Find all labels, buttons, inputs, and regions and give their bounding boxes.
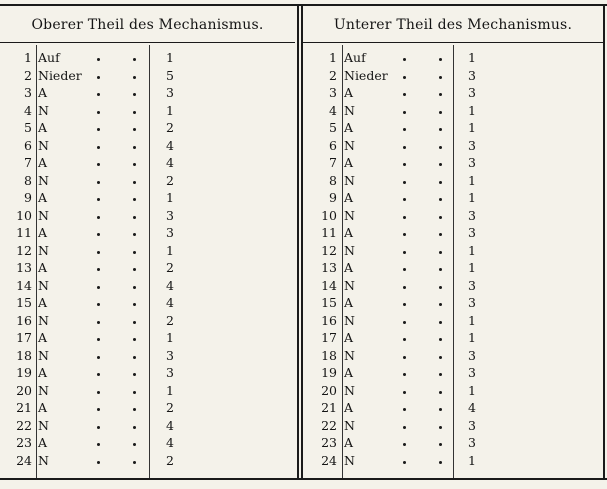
row-number: 23 — [16, 435, 32, 450]
row-direction: N — [38, 242, 49, 258]
leader-dot — [439, 76, 442, 79]
leader-dot — [97, 198, 100, 201]
row-direction: A — [38, 400, 48, 415]
row-direction: A — [344, 400, 354, 415]
leader-dot — [133, 268, 136, 271]
row-value: 1 — [166, 330, 174, 345]
table-row — [0, 417, 295, 435]
row-number: 19 — [16, 365, 32, 380]
table-row — [0, 294, 295, 312]
leader-dot — [403, 251, 406, 254]
row-value: 1 — [468, 242, 476, 258]
row-value: 1 — [468, 50, 476, 65]
row-direction: A — [344, 155, 354, 170]
row-value: 1 — [468, 260, 476, 275]
row-value: 1 — [166, 382, 174, 398]
leader-dot — [439, 181, 442, 184]
leader-dot — [97, 338, 100, 341]
leader-dot — [403, 426, 406, 429]
row-number: 7 — [329, 155, 337, 170]
row-direction: N — [38, 277, 49, 293]
row-value: 4 — [166, 277, 174, 293]
table-row — [303, 242, 603, 260]
table-row — [303, 382, 603, 400]
row-direction: N — [344, 417, 355, 433]
row-number: 23 — [321, 435, 337, 450]
row-direction: A — [344, 190, 354, 205]
leader-dot — [439, 268, 442, 271]
row-value: 3 — [468, 137, 476, 153]
leader-dot — [133, 111, 136, 114]
row-direction: Nieder — [38, 67, 82, 83]
row-number: 19 — [321, 365, 337, 380]
row-number: 11 — [321, 225, 337, 240]
table-row — [303, 154, 603, 172]
leader-dot — [133, 216, 136, 219]
leader-dot — [439, 146, 442, 149]
row-number: 4 — [329, 102, 337, 118]
row-number: 9 — [329, 190, 337, 205]
table-title: Oberer Theil des Mechanismus. — [31, 17, 264, 33]
row-number: 22 — [16, 417, 32, 433]
leader-dot — [133, 146, 136, 149]
row-number: 5 — [329, 120, 337, 135]
leader-dot — [403, 198, 406, 201]
row-direction: N — [38, 172, 49, 188]
table-row — [303, 277, 603, 295]
leader-dot — [97, 216, 100, 219]
row-number: 13 — [16, 260, 32, 275]
row-number: 1 — [24, 50, 32, 65]
row-value: 1 — [166, 242, 174, 258]
row-direction: A — [344, 120, 354, 135]
leader-dot — [403, 321, 406, 324]
table-row — [303, 172, 603, 190]
row-value: 3 — [468, 295, 476, 310]
leader-dot — [439, 443, 442, 446]
row-direction: N — [38, 417, 49, 433]
row-number: 17 — [321, 330, 337, 345]
row-number: 21 — [321, 400, 337, 415]
row-number: 13 — [321, 260, 337, 275]
leader-dot — [403, 303, 406, 306]
row-direction: A — [38, 190, 48, 205]
upper-mechanism-table — [0, 6, 295, 478]
leader-dot — [403, 233, 406, 236]
leader-dot — [439, 163, 442, 166]
table-body — [303, 49, 603, 469]
row-direction: N — [344, 452, 355, 468]
row-direction: N — [344, 137, 355, 153]
leader-dot — [403, 58, 406, 61]
header-rule — [0, 42, 295, 43]
row-number: 14 — [16, 277, 32, 293]
row-value: 3 — [468, 347, 476, 363]
table-row — [0, 399, 295, 417]
leader-dot — [97, 443, 100, 446]
row-value: 2 — [166, 452, 174, 468]
row-number: 9 — [24, 190, 32, 205]
row-number: 7 — [24, 155, 32, 170]
table-row — [0, 277, 295, 295]
leader-dot — [97, 58, 100, 61]
leader-dot — [133, 76, 136, 79]
row-direction: A — [38, 260, 48, 275]
leader-dot — [403, 268, 406, 271]
row-direction: A — [344, 365, 354, 380]
leader-dot — [97, 233, 100, 236]
row-number: 2 — [24, 67, 32, 83]
leader-dot — [403, 356, 406, 359]
leader-dot — [439, 58, 442, 61]
table-row — [0, 259, 295, 277]
leader-dot — [133, 163, 136, 166]
table-row — [0, 207, 295, 225]
row-direction: N — [344, 347, 355, 363]
row-value: 3 — [166, 225, 174, 240]
row-value: 4 — [166, 137, 174, 153]
leader-dot — [97, 286, 100, 289]
row-number: 5 — [24, 120, 32, 135]
leader-dot — [133, 58, 136, 61]
leader-dot — [133, 408, 136, 411]
table-body — [0, 49, 295, 469]
table-row — [303, 102, 603, 120]
leader-dot — [403, 408, 406, 411]
leader-dot — [133, 128, 136, 131]
table-row — [0, 119, 295, 137]
row-direction: A — [38, 365, 48, 380]
row-value: 1 — [468, 120, 476, 135]
row-direction: N — [38, 312, 49, 328]
leader-dot — [403, 391, 406, 394]
leader-dot — [403, 128, 406, 131]
table-row — [303, 119, 603, 137]
leader-dot — [439, 321, 442, 324]
row-value: 2 — [166, 400, 174, 415]
row-number: 16 — [16, 312, 32, 328]
table-row — [303, 347, 603, 365]
leader-dot — [439, 251, 442, 254]
leader-dot — [439, 111, 442, 114]
table-row — [0, 434, 295, 452]
row-value: 4 — [166, 435, 174, 450]
row-direction: A — [344, 260, 354, 275]
row-number: 1 — [329, 50, 337, 65]
row-number: 18 — [16, 347, 32, 363]
table-row — [0, 189, 295, 207]
lower-mechanism-table — [303, 6, 603, 478]
row-value: 4 — [166, 155, 174, 170]
row-number: 6 — [329, 137, 337, 153]
leader-dot — [439, 128, 442, 131]
row-number: 14 — [321, 277, 337, 293]
leader-dot — [97, 128, 100, 131]
row-value: 3 — [468, 155, 476, 170]
row-number: 10 — [321, 207, 337, 223]
table-row — [0, 329, 295, 347]
table-row — [303, 259, 603, 277]
table-row — [303, 189, 603, 207]
table-row — [0, 49, 295, 67]
row-value: 1 — [468, 190, 476, 205]
row-direction: Auf — [38, 50, 60, 65]
row-number: 21 — [16, 400, 32, 415]
row-value: 1 — [468, 382, 476, 398]
row-direction: Auf — [344, 50, 366, 65]
leader-dot — [439, 93, 442, 96]
table-row — [0, 172, 295, 190]
row-value: 3 — [468, 435, 476, 450]
row-value: 3 — [468, 225, 476, 240]
table-row — [0, 154, 295, 172]
leader-dot — [439, 216, 442, 219]
row-direction: A — [344, 85, 354, 100]
leader-dot — [97, 356, 100, 359]
row-direction: N — [344, 207, 355, 223]
row-direction: Nieder — [344, 67, 388, 83]
row-value: 3 — [468, 365, 476, 380]
row-number: 24 — [16, 452, 32, 468]
leader-dot — [403, 216, 406, 219]
leader-dot — [97, 303, 100, 306]
row-value: 4 — [166, 417, 174, 433]
leader-dot — [133, 233, 136, 236]
row-value: 3 — [468, 417, 476, 433]
row-value: 3 — [468, 277, 476, 293]
leader-dot — [97, 373, 100, 376]
right-edge-border — [603, 4, 605, 480]
row-number: 3 — [24, 85, 32, 100]
leader-dot — [133, 181, 136, 184]
row-number: 17 — [16, 330, 32, 345]
leader-dot — [97, 268, 100, 271]
leader-dot — [439, 426, 442, 429]
leader-dot — [133, 338, 136, 341]
row-number: 8 — [24, 172, 32, 188]
row-value: 4 — [166, 295, 174, 310]
leader-dot — [97, 251, 100, 254]
row-number: 22 — [321, 417, 337, 433]
leader-dot — [97, 408, 100, 411]
leader-dot — [439, 356, 442, 359]
row-direction: A — [344, 435, 354, 450]
leader-dot — [97, 181, 100, 184]
row-direction: A — [38, 225, 48, 240]
row-direction: A — [38, 85, 48, 100]
row-direction: A — [38, 435, 48, 450]
leader-dot — [403, 181, 406, 184]
panel-divider-left — [297, 4, 299, 480]
table-row — [0, 84, 295, 102]
leader-dot — [403, 338, 406, 341]
row-direction: A — [344, 225, 354, 240]
leader-dot — [439, 391, 442, 394]
leader-dot — [133, 321, 136, 324]
row-value: 3 — [166, 365, 174, 380]
row-direction: N — [38, 207, 49, 223]
leader-dot — [133, 303, 136, 306]
leader-dot — [97, 426, 100, 429]
row-value: 1 — [468, 172, 476, 188]
row-number: 12 — [16, 242, 32, 258]
table-row — [303, 434, 603, 452]
leader-dot — [439, 198, 442, 201]
table-row — [0, 102, 295, 120]
leader-dot — [439, 373, 442, 376]
table-row — [303, 224, 603, 242]
row-value: 1 — [468, 330, 476, 345]
row-value: 1 — [468, 312, 476, 328]
table-row — [0, 67, 295, 85]
row-value: 1 — [468, 452, 476, 468]
row-direction: N — [344, 312, 355, 328]
leader-dot — [133, 93, 136, 96]
row-direction: A — [38, 330, 48, 345]
table-row — [303, 364, 603, 382]
row-number: 8 — [329, 172, 337, 188]
row-direction: N — [344, 277, 355, 293]
table-row — [0, 137, 295, 155]
row-number: 24 — [321, 452, 337, 468]
row-number: 4 — [24, 102, 32, 118]
row-value: 3 — [468, 207, 476, 223]
row-direction: A — [38, 295, 48, 310]
leader-dot — [403, 286, 406, 289]
leader-dot — [403, 76, 406, 79]
row-number: 20 — [16, 382, 32, 398]
table-row — [303, 49, 603, 67]
leader-dot — [403, 163, 406, 166]
row-number: 3 — [329, 85, 337, 100]
table-row — [303, 137, 603, 155]
row-direction: N — [38, 382, 49, 398]
leader-dot — [97, 93, 100, 96]
row-value: 1 — [468, 102, 476, 118]
leader-dot — [439, 338, 442, 341]
row-value: 3 — [166, 347, 174, 363]
row-direction: A — [344, 295, 354, 310]
row-value: 3 — [166, 85, 174, 100]
row-number: 10 — [16, 207, 32, 223]
table-row — [0, 242, 295, 260]
table-row — [0, 347, 295, 365]
table-row — [303, 399, 603, 417]
table-row — [303, 452, 603, 470]
row-value: 1 — [166, 102, 174, 118]
table-row — [303, 294, 603, 312]
row-value: 2 — [166, 260, 174, 275]
row-value: 4 — [468, 400, 476, 415]
row-direction: N — [344, 102, 355, 118]
header-rule — [303, 42, 603, 43]
leader-dot — [439, 233, 442, 236]
table-row — [303, 84, 603, 102]
row-number: 15 — [16, 295, 32, 310]
leader-dot — [97, 321, 100, 324]
table-row — [0, 312, 295, 330]
leader-dot — [403, 146, 406, 149]
row-number: 12 — [321, 242, 337, 258]
row-direction: N — [38, 347, 49, 363]
leader-dot — [97, 391, 100, 394]
table-title: Unterer Theil des Mechanismus. — [333, 17, 573, 33]
leader-dot — [133, 251, 136, 254]
leader-dot — [439, 286, 442, 289]
leader-dot — [133, 426, 136, 429]
leader-dot — [133, 356, 136, 359]
row-direction: N — [344, 382, 355, 398]
leader-dot — [97, 76, 100, 79]
row-direction: N — [344, 242, 355, 258]
row-direction: N — [38, 102, 49, 118]
row-direction: N — [344, 172, 355, 188]
row-value: 2 — [166, 172, 174, 188]
leader-dot — [439, 461, 442, 464]
leader-dot — [439, 303, 442, 306]
leader-dot — [97, 163, 100, 166]
row-value: 1 — [166, 50, 174, 65]
row-value: 3 — [468, 85, 476, 100]
leader-dot — [97, 146, 100, 149]
row-number: 18 — [321, 347, 337, 363]
row-number: 2 — [329, 67, 337, 83]
leader-dot — [133, 391, 136, 394]
leader-dot — [133, 198, 136, 201]
leader-dot — [133, 373, 136, 376]
row-number: 20 — [321, 382, 337, 398]
table-row — [0, 382, 295, 400]
leader-dot — [403, 373, 406, 376]
row-value: 1 — [166, 190, 174, 205]
table-row — [0, 224, 295, 242]
row-value: 3 — [166, 207, 174, 223]
leader-dot — [439, 408, 442, 411]
row-value: 2 — [166, 312, 174, 328]
row-number: 15 — [321, 295, 337, 310]
row-number: 6 — [24, 137, 32, 153]
row-direction: A — [344, 330, 354, 345]
row-value: 2 — [166, 120, 174, 135]
table-row — [303, 329, 603, 347]
leader-dot — [403, 111, 406, 114]
row-direction: A — [38, 155, 48, 170]
table-row — [303, 207, 603, 225]
row-value: 5 — [166, 67, 174, 83]
row-number: 11 — [16, 225, 32, 240]
table-row — [303, 67, 603, 85]
table-row — [303, 312, 603, 330]
leader-dot — [403, 93, 406, 96]
leader-dot — [97, 111, 100, 114]
row-direction: N — [38, 452, 49, 468]
leader-dot — [133, 461, 136, 464]
row-value: 3 — [468, 67, 476, 83]
table-row — [303, 417, 603, 435]
leader-dot — [403, 461, 406, 464]
leader-dot — [403, 443, 406, 446]
table-row — [0, 452, 295, 470]
bottom-border — [0, 478, 607, 480]
leader-dot — [133, 286, 136, 289]
row-number: 16 — [321, 312, 337, 328]
row-direction: N — [38, 137, 49, 153]
row-direction: A — [38, 120, 48, 135]
table-row — [0, 364, 295, 382]
leader-dot — [133, 443, 136, 446]
leader-dot — [97, 461, 100, 464]
